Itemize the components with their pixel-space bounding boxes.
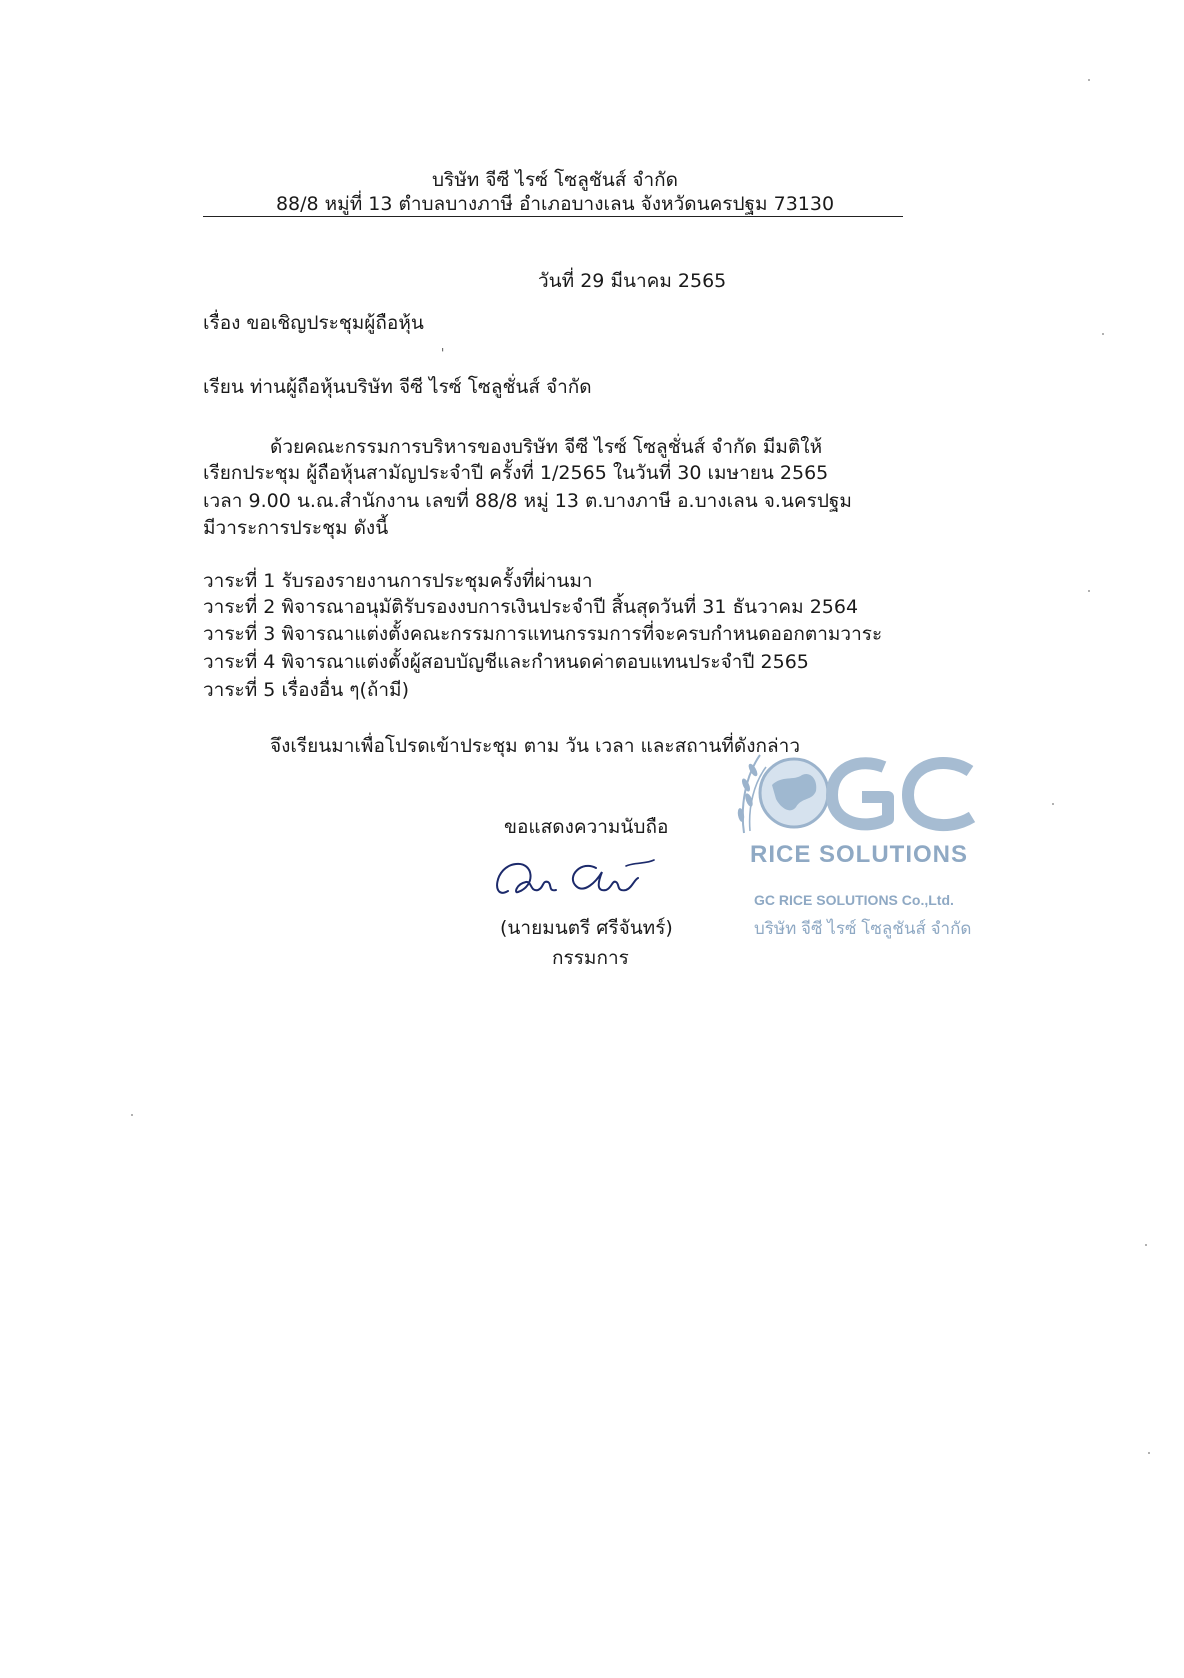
scan-speck: [1145, 1244, 1147, 1246]
handwritten-signature: [486, 846, 666, 906]
gc-rice-logo: [732, 745, 992, 840]
scan-speck: [1088, 79, 1090, 81]
scan-speck: [1148, 1452, 1150, 1454]
closing-line: จึงเรียนมาเพื่อโปรดเข้าประชุม ตาม วัน เวลา และสถานที่ดังกล่าว: [270, 735, 801, 757]
stray-mark: ': [441, 346, 445, 360]
agenda-item: วาระที่ 3 พิจารณาแต่งตั้งคณะกรรมการแทนกรรมการที่จะครบกำหนดออกตามวาระ: [203, 623, 883, 645]
body-paragraph-line: ด้วยคณะกรรมการบริหารของบริษัท จีซี ไรซ์ โซลูชั่นส์ จำกัด มีมติให้: [270, 436, 823, 458]
stamp-company-en: GC RICE SOLUTIONS Co.,Ltd.: [754, 892, 954, 908]
company-address: 88/8 หมู่ที่ 13 ตำบลบางภาษี อำเภอบางเลน จังหวัดนครปฐม 73130: [275, 193, 835, 215]
body-paragraph-line: เวลา 9.00 น.ณ.สำนักงาน เลขที่ 88/8 หมู่ 13 ต.บางภาษี อ.บางเลน จ.นครปฐม: [203, 490, 852, 512]
letter-date: วันที่ 29 มีนาคม 2565: [538, 270, 727, 292]
agenda-item: วาระที่ 2 พิจารณาอนุมัติรับรองงบการเงินประจำปี สิ้นสุดวันที่ 31 ธันวาคม 2564: [203, 596, 859, 618]
company-name: บริษัท จีซี ไรซ์ โซลูชันส์ จำกัด: [431, 169, 679, 191]
scan-speck: [1052, 803, 1054, 805]
agenda-item: วาระที่ 5 เรื่องอื่น ๆ(ถ้ามี): [203, 679, 409, 701]
agenda-item: วาระที่ 1 รับรองรายงานการประชุมครั้งที่ผ่านมา: [203, 570, 593, 592]
signer-title: กรรมการ: [552, 947, 629, 969]
agenda-item: วาระที่ 4 พิจารณาแต่งตั้งผู้สอบบัญชีและกำหนดค่าตอบแทนประจำปี 2565: [203, 651, 809, 673]
stamp-rice-solutions: RICE SOLUTIONS: [750, 841, 969, 868]
scan-speck: [1088, 590, 1090, 592]
letter-subject: เรื่อง ขอเชิญประชุมผู้ถือหุ้น: [203, 312, 424, 334]
letter-recipient: เรียน ท่านผู้ถือหุ้นบริษัท จีซี ไรซ์ โซลูชั่นส์ จำกัด: [203, 376, 592, 398]
regards-text: ขอแสดงความนับถือ: [504, 816, 669, 838]
stamp-company-th: บริษัท จีซี ไรซ์ โซลูชันส์ จำกัด: [754, 919, 972, 938]
body-paragraph-line: เรียกประชุม ผู้ถือหุ้นสามัญประจำปี ครั้งที่ 1/2565 ในวันที่ 30 เมษายน 2565: [203, 462, 829, 484]
body-paragraph-line: มีวาระการประชุม ดังนี้: [203, 517, 389, 539]
company-stamp: [732, 745, 992, 945]
header-divider: [203, 216, 903, 217]
scan-speck: [131, 1114, 133, 1116]
scan-speck: [1102, 333, 1104, 335]
signer-name: (นายมนตรี ศรีจันทร์): [500, 917, 673, 939]
